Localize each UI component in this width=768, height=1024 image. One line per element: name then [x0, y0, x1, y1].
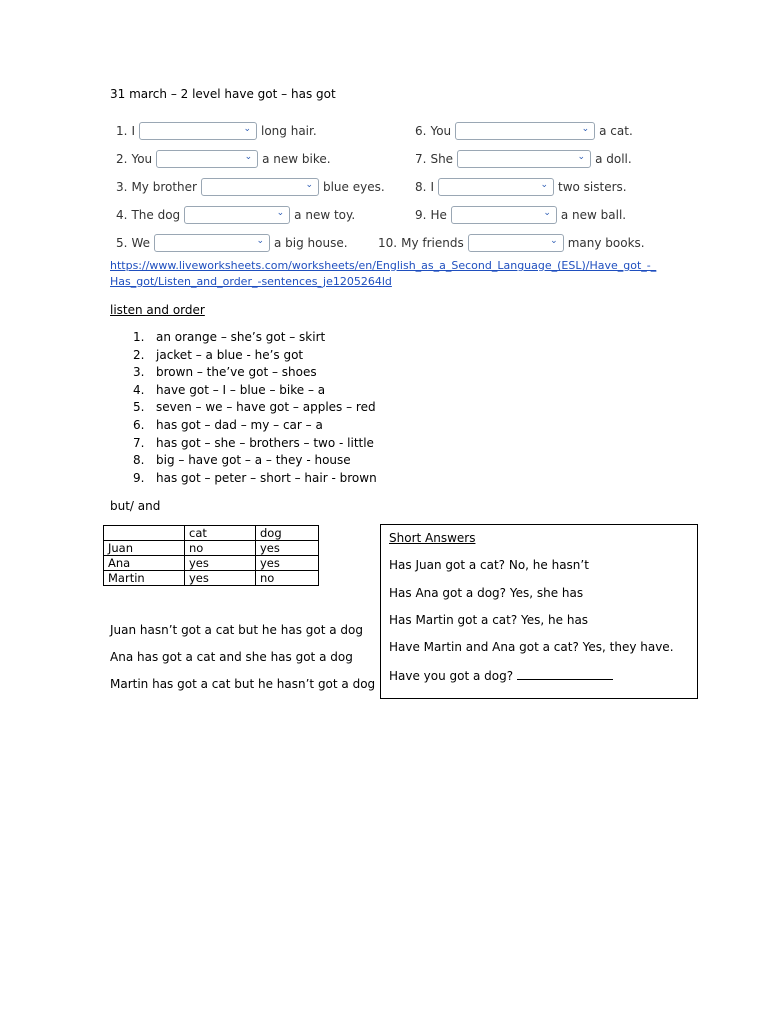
answer-dropdown[interactable] — [156, 150, 258, 168]
list-item: 7. has got – she – brothers – two - little — [133, 435, 374, 450]
table-cell: yes — [185, 571, 256, 586]
short-answer-line: Have Martin and Ana got a cat? Yes, they have. — [389, 640, 674, 654]
answer-dropdown[interactable] — [457, 150, 591, 168]
table-cell: yes — [256, 541, 319, 556]
answer-dropdown[interactable] — [201, 178, 319, 196]
table-header-cell — [104, 526, 185, 541]
exercise-item — [116, 148, 331, 170]
item-subject: I — [430, 180, 434, 194]
table-cell: yes — [185, 556, 256, 571]
listen-heading: listen and order — [110, 303, 205, 317]
item-subject: I — [131, 124, 135, 138]
exercise-item — [378, 232, 645, 254]
item-object: a new bike. — [262, 152, 331, 166]
pets-table — [103, 525, 319, 586]
item-number: 9. — [415, 208, 427, 222]
chevron-down-icon: ⌄ — [577, 152, 586, 162]
exercise-item — [415, 120, 633, 142]
item-object: two sisters. — [558, 180, 627, 194]
page-title: 31 march – 2 level have got – has got — [110, 87, 336, 101]
item-number: 7. — [415, 152, 427, 166]
exercise-item — [415, 176, 627, 198]
item-object: long hair. — [261, 124, 317, 138]
item-number: 8. — [415, 180, 427, 194]
short-answer-line: Has Martin got a cat? Yes, he has — [389, 613, 589, 627]
exercise-item — [415, 204, 626, 226]
chevron-down-icon: ⌄ — [540, 180, 548, 190]
short-answers-box — [380, 524, 698, 699]
item-object: many books. — [567, 236, 645, 250]
table-header-cell: cat — [185, 526, 256, 541]
answer-dropdown[interactable] — [184, 206, 290, 224]
answer-dropdown[interactable] — [451, 206, 557, 224]
fill-in-exercise — [110, 114, 670, 260]
table-row — [104, 556, 319, 571]
item-subject: The dog — [131, 208, 181, 222]
answer-dropdown[interactable] — [455, 122, 595, 140]
list-item: 6. has got – dad – my – car – a — [133, 417, 323, 432]
exercise-item — [415, 148, 632, 170]
short-answer-line: Has Ana got a dog? Yes, she has — [389, 586, 584, 600]
item-subject: He — [430, 208, 447, 222]
item-subject: We — [131, 236, 150, 250]
item-number: 10. — [378, 236, 398, 250]
list-item: 5. seven – we – have got – apples – red — [133, 400, 376, 415]
item-number: 2. — [116, 152, 128, 166]
item-number: 3. — [116, 180, 128, 194]
item-number: 5. — [116, 236, 128, 250]
table-cell: yes — [256, 556, 319, 571]
list-item: 8. big – have got – a – they - house — [133, 453, 351, 468]
chevron-down-icon: ⌄ — [256, 236, 264, 246]
item-number: 1. — [116, 124, 128, 138]
table-header-row — [104, 526, 319, 541]
exercise-item — [116, 176, 385, 198]
table-cell: no — [185, 541, 256, 556]
chevron-down-icon: ⌄ — [276, 208, 285, 218]
list-item: 9. has got – peter – short – hair - brown — [133, 470, 377, 485]
chevron-down-icon: ⌄ — [305, 180, 313, 190]
short-answers-heading: Short Answers — [389, 531, 476, 545]
answer-dropdown[interactable] — [139, 122, 257, 140]
table-cell: no — [256, 571, 319, 586]
but-and-heading: but/ and — [110, 499, 161, 513]
example-sentence: Juan hasn’t got a cat but he has got a dog — [110, 623, 363, 637]
item-object: a cat. — [599, 124, 633, 138]
short-answer-line: Have you got a dog? — [389, 669, 514, 683]
item-number: 6. — [415, 124, 427, 138]
chevron-down-icon: ⌄ — [243, 124, 251, 134]
answer-blank[interactable] — [517, 668, 613, 680]
item-object: a new toy. — [294, 208, 356, 222]
answer-dropdown[interactable] — [154, 234, 270, 252]
example-sentence: Ana has got a cat and she has got a dog — [110, 650, 353, 664]
short-answer-question — [389, 668, 613, 683]
exercise-item — [116, 204, 355, 226]
item-number: 4. — [116, 208, 128, 222]
item-subject: You — [430, 124, 452, 138]
table-cell: Martin — [104, 571, 185, 586]
item-object: a big house. — [274, 236, 348, 250]
chevron-down-icon: ⌄ — [543, 208, 551, 218]
item-subject: My brother — [131, 180, 197, 194]
short-answer-line: Has Juan got a cat? No, he hasn’t — [389, 558, 589, 572]
item-subject: She — [430, 152, 454, 166]
example-sentence: Martin has got a cat but he hasn’t got a dog — [110, 677, 376, 691]
chevron-down-icon: ⌄ — [244, 152, 253, 162]
answer-dropdown[interactable] — [438, 178, 554, 196]
list-item: 2. jacket – a blue - he’s got — [133, 347, 304, 362]
table-header-cell: dog — [256, 526, 319, 541]
list-item: 4. have got – I – blue – bike – a — [133, 382, 326, 397]
listen-order-list — [133, 329, 377, 487]
exercise-item — [116, 232, 348, 254]
item-subject: My friends — [401, 236, 464, 250]
worksheet-link[interactable]: https://www.liveworksheets.com/worksheets/en/English_as_a_Second_Language_(ESL)/Have_got_-_Has_got/Listen_and_order_-sentences_je1205264ld — [110, 259, 657, 288]
list-item: 1. an orange – she’s got – skirt — [133, 330, 326, 344]
list-item: 3. brown – the’ve got – shoes — [133, 365, 317, 380]
item-object: a doll. — [595, 152, 632, 166]
item-object: a new ball. — [560, 208, 627, 222]
table-cell: Ana — [104, 556, 185, 571]
table-row — [104, 571, 319, 586]
exercise-item — [116, 120, 317, 142]
item-object: blue eyes. — [322, 180, 385, 194]
table-row — [104, 541, 319, 556]
table-cell: Juan — [104, 541, 185, 556]
item-subject: You — [131, 152, 153, 166]
chevron-down-icon: ⌄ — [550, 236, 558, 246]
answer-dropdown[interactable] — [468, 234, 564, 252]
chevron-down-icon: ⌄ — [581, 124, 590, 134]
